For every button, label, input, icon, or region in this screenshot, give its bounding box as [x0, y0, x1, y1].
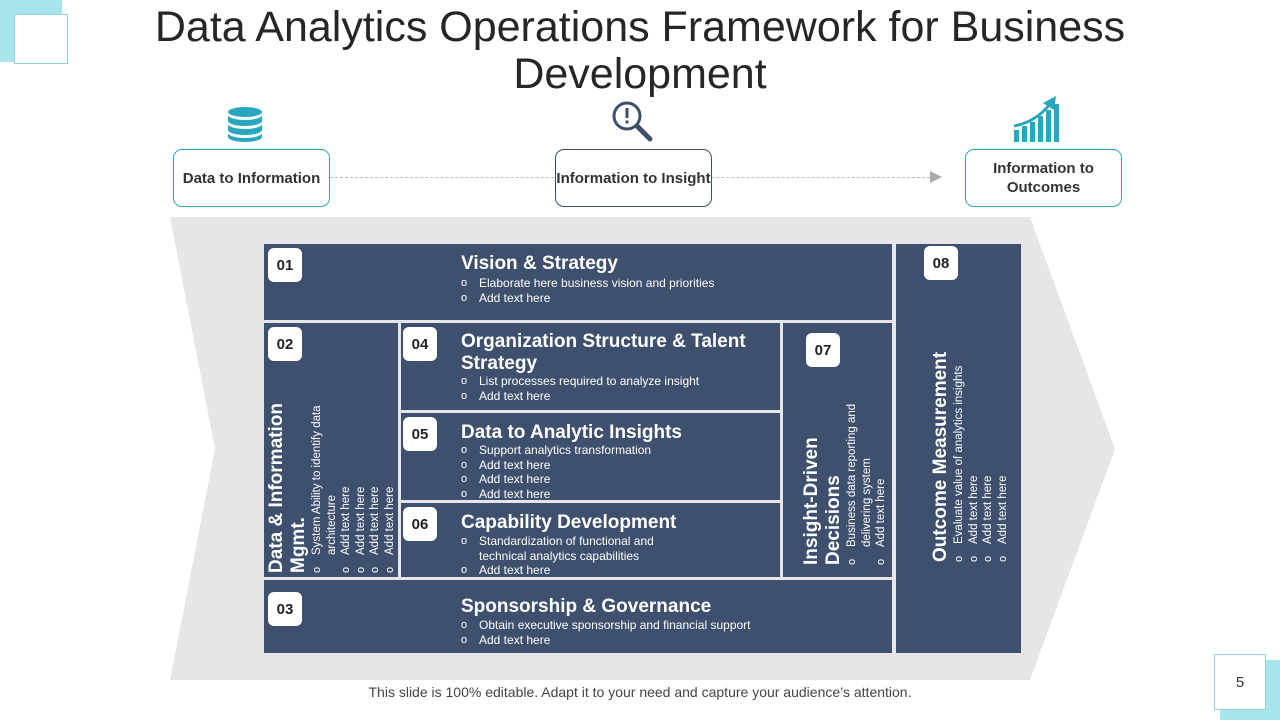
- block-sponsorship-governance: [264, 580, 892, 653]
- bullet-item: o Add text here: [461, 472, 761, 487]
- bullet-item: o System Ability to identify data architecture: [310, 401, 339, 573]
- block-outcome-measurement: [896, 244, 1021, 653]
- block-capability-development: [401, 503, 780, 577]
- stage-information-to-insight: Information to Insight: [555, 149, 712, 207]
- block-number: 05: [403, 417, 437, 451]
- bullet-list: [461, 534, 671, 578]
- bullet-list: [845, 390, 889, 565]
- bullet-list: [461, 618, 861, 647]
- bullet-item: o Support analytics transformation: [461, 443, 761, 458]
- bullet-list: [461, 374, 761, 403]
- block-title: Data & Information Mgmt.: [266, 403, 309, 573]
- block-insight-driven-decisions: [783, 323, 892, 577]
- block-number: 07: [806, 333, 840, 367]
- bullet-item: o Add text here: [461, 291, 861, 306]
- bullet-item: o Standardization of functional and technical analytics capabilities: [461, 534, 671, 563]
- database-icon: [226, 106, 264, 142]
- bullet-item: o Add text here: [967, 347, 982, 562]
- bullet-list: [952, 347, 1010, 562]
- growth-chart-icon: [1012, 94, 1062, 144]
- block-number: 06: [403, 507, 437, 541]
- bullet-item: o Business data reporting and delivering system: [845, 390, 874, 565]
- block-vision-strategy: [264, 244, 892, 320]
- block-title: Insight-Driven Decisions: [801, 437, 844, 565]
- bullet-item: o Add text here: [996, 347, 1011, 562]
- bullet-item: o Add text here: [461, 563, 671, 578]
- vertical-text-group: [930, 347, 1010, 562]
- vertical-text-group: [266, 401, 397, 573]
- bullet-item: o Add text here: [354, 401, 369, 573]
- vertical-text-group: [801, 390, 889, 565]
- bullet-item: o Add text here: [981, 347, 996, 562]
- block-data-information-mgmt: [264, 323, 398, 577]
- bullet-item: o Add text here: [461, 458, 761, 473]
- stage-information-to-outcomes: Information to Outcomes: [965, 149, 1122, 207]
- footer-note: This slide is 100% editable. Adapt it to your need and capture your audience’s attention.: [368, 684, 912, 700]
- bullet-item: o Add text here: [461, 487, 761, 502]
- bullet-item: o Evaluate value of analytics insights: [952, 347, 967, 562]
- bullet-list: [461, 276, 861, 305]
- block-analytic-insights: [401, 413, 780, 500]
- block-number: 03: [268, 592, 302, 626]
- block-number: 08: [924, 246, 958, 280]
- bullet-item: o Add text here: [383, 401, 398, 573]
- magnifier-alert-icon: [610, 100, 656, 142]
- stage-data-to-information: Data to Information: [173, 149, 330, 207]
- block-title: Data to Analytic Insights: [461, 422, 682, 443]
- block-title: Sponsorship & Governance: [461, 596, 712, 617]
- bullet-item: o Add text here: [874, 390, 889, 565]
- bullet-item: o Add text here: [339, 401, 354, 573]
- bullet-list: [461, 443, 761, 501]
- block-title: Vision & Strategy: [461, 253, 618, 274]
- page-number: 5: [1214, 654, 1266, 710]
- bullet-item: o List processes required to analyze insight: [461, 374, 761, 389]
- connector-arrow: [930, 171, 942, 183]
- bullet-item: o Add text here: [461, 633, 861, 648]
- block-title: Organization Structure & Talent Strategy: [461, 331, 746, 374]
- slide-title: Data Analytics Operations Framework for Business Development: [154, 3, 1126, 98]
- bullet-item: o Add text here: [368, 401, 383, 573]
- bullet-list: [310, 401, 397, 573]
- bullet-item: o Obtain executive sponsorship and financial support: [461, 618, 861, 633]
- block-title: Outcome Measurement: [930, 351, 951, 562]
- block-number: 04: [403, 327, 437, 361]
- corner-frame: [14, 14, 68, 64]
- block-number: 01: [268, 248, 302, 282]
- block-number: 02: [268, 327, 302, 361]
- block-organization-structure: [401, 323, 780, 410]
- bullet-item: o Elaborate here business vision and priorities: [461, 276, 861, 291]
- block-title: Capability Development: [461, 512, 677, 533]
- bullet-item: o Add text here: [461, 389, 761, 404]
